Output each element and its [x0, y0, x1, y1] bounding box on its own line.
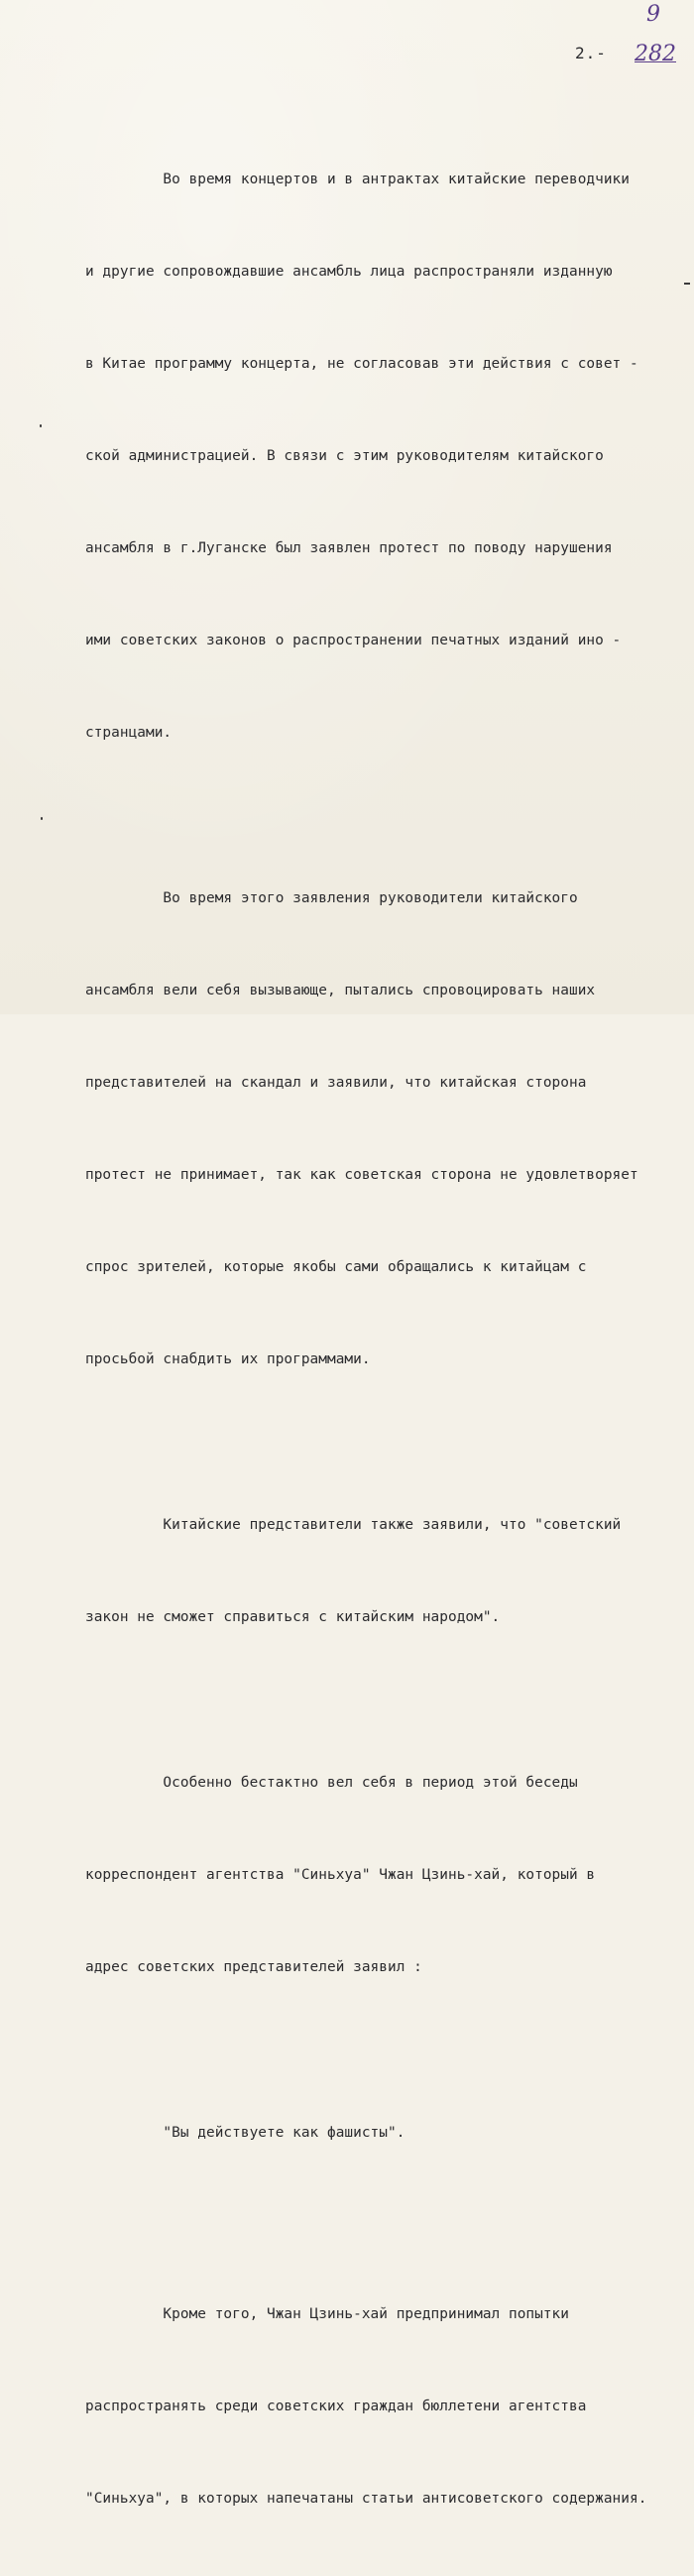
page-number: 2.-: [575, 44, 607, 62]
margin-dot: [41, 817, 43, 820]
paragraph-4: [85, 1706, 690, 2045]
text-line: странцами.: [85, 725, 173, 741]
margin-dot: [40, 424, 42, 427]
text-line: "Синьхуа", в которых напечатаны статьи антисоветского содержания.: [85, 2491, 647, 2507]
text-line: Особенно бестактно вел себя в период этой беседы: [85, 1775, 578, 1791]
text-line: распространять среди советских граждан бюллетени агентства: [85, 2399, 587, 2414]
handwritten-archive-number: 282: [635, 42, 676, 66]
text-line: ансамбля в г.Луганске был заявлен протест по поводу нарушения: [85, 540, 613, 556]
text-line: ансамбля вели себя вызывающе, пытались спровоцировать наших: [85, 983, 596, 998]
paragraph-3: [85, 1449, 690, 1695]
text-line: адрес советских представителей заявил :: [85, 1959, 422, 1975]
text-line: ской администрацией. В связи с этим руководителям китайского: [85, 448, 604, 464]
text-line: представителей на скандал и заявили, что китайская сторона: [85, 1075, 587, 1091]
paragraph-6: [85, 2238, 690, 2576]
text-line: корреспондент агентства "Синьхуа" Чжан Цзинь-хай, который в: [85, 1867, 596, 1883]
paragraph-1: [85, 103, 690, 810]
text-line: закон не сможет справиться с китайским народом".: [85, 1609, 501, 1625]
paragraph-2: [85, 822, 690, 1437]
text-line: ими советских законов о распространении печатных изданий ино -: [85, 633, 622, 648]
text-line: "Вы действуете как фашисты".: [85, 2125, 405, 2141]
document-body: [85, 103, 690, 2576]
handwritten-sheet-number: 9: [646, 2, 660, 27]
text-line: Китайские представители также заявили, что "советский: [85, 1517, 622, 1533]
text-line: Во время этого заявления руководители китайского: [85, 890, 578, 906]
text-line: просьбой снабдить их программами.: [85, 1351, 371, 1367]
text-line: спрос зрителей, которые якобы сами обращались к китайцам с: [85, 1259, 587, 1275]
text-line: протест не принимает, так как советская сторона не удовлетворяет: [85, 1167, 638, 1183]
text-line: в Китае программу концерта, не согласовав эти действия с совет -: [85, 356, 638, 372]
text-line: и другие сопровождавшие ансамбль лица распространяли изданную: [85, 264, 613, 280]
text-line: Кроме того, Чжан Цзинь-хай предпринимал попытки: [85, 2306, 569, 2322]
quote-paragraph: [85, 2056, 690, 2210]
text-line: Во время концертов и в антрактах китайские переводчики: [85, 172, 630, 187]
